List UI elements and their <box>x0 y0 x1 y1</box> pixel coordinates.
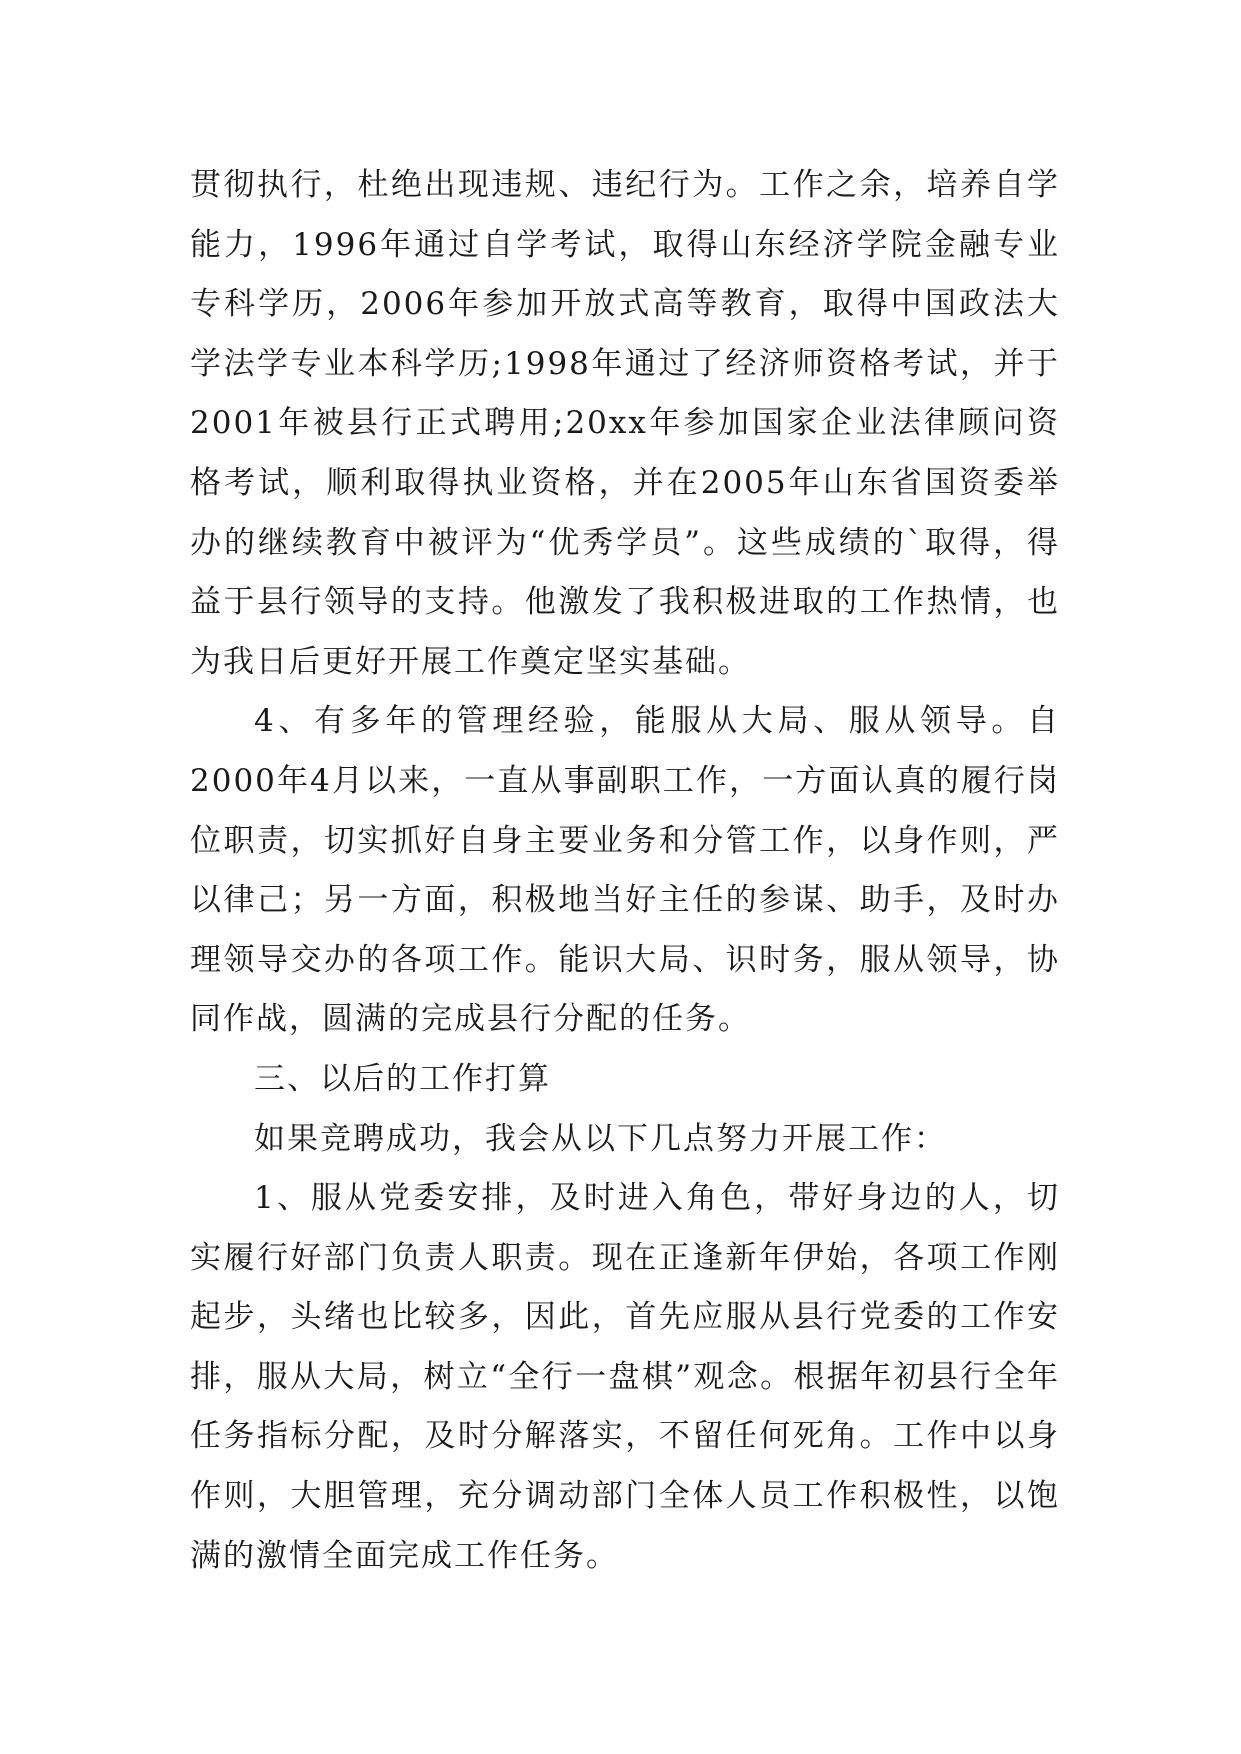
paragraph-management-experience: 4、有多年的管理经验，能服从大局、服从领导。自2000年4月以来，一直从事副职工作，一方面认真的履行岗位职责，切实抓好自身主要业务和分管工作，以身作则，严以律己；另一方面，积极地当好主任的参谋、助手，及时办理领导交办的各项工作。能识大局、识时务，服从领导，协同作战，圆满的完成县行分配的任务。 <box>190 703 1060 1038</box>
document-body <box>190 156 1060 1586</box>
section-heading-future-plans: 三、以后的工作打算 <box>254 1060 551 1097</box>
paragraph-plan-1: 1、服从党委安排，及时进入角色，带好身边的人，切实履行好部门负责人职责。现在正逢新年伊始，各项工作刚起步，头绪也比较多，因此，首先应服从县行党委的工作安排，服从大局，树立“全行一盘棋”观念。根据年初县行全年任务指标分配，及时分解落实，不留任何死角。工作中以身作则，大胆管理，充分调动部门全体人员工作积极性，以饱满的激情全面完成工作任务。 <box>190 1180 1060 1574</box>
paragraph-intro-plans: 如果竞聘成功，我会从以下几点努力开展工作： <box>254 1120 947 1157</box>
paragraph-education: 贯彻执行，杜绝出现违规、违纪行为。工作之余，培养自学能力，1996年通过自学考试，取得山东经济学院金融专业专科学历，2006年参加开放式高等教育，取得中国政法大学法学专业本科学历;1998年通过了经济师资格考试，并于2001年被县行正式聘用;20xx年参加国家企业法律顾问资格考试，顺利取得执业资格，并在2005年山东省国资委举办的继续教育中被评为“优秀学员”。这些成绩的`取得，得益于县行领导的支持。他激发了我积极进取的工作热情，也为我日后更好开展工作奠定坚实基础。 <box>190 167 1060 680</box>
